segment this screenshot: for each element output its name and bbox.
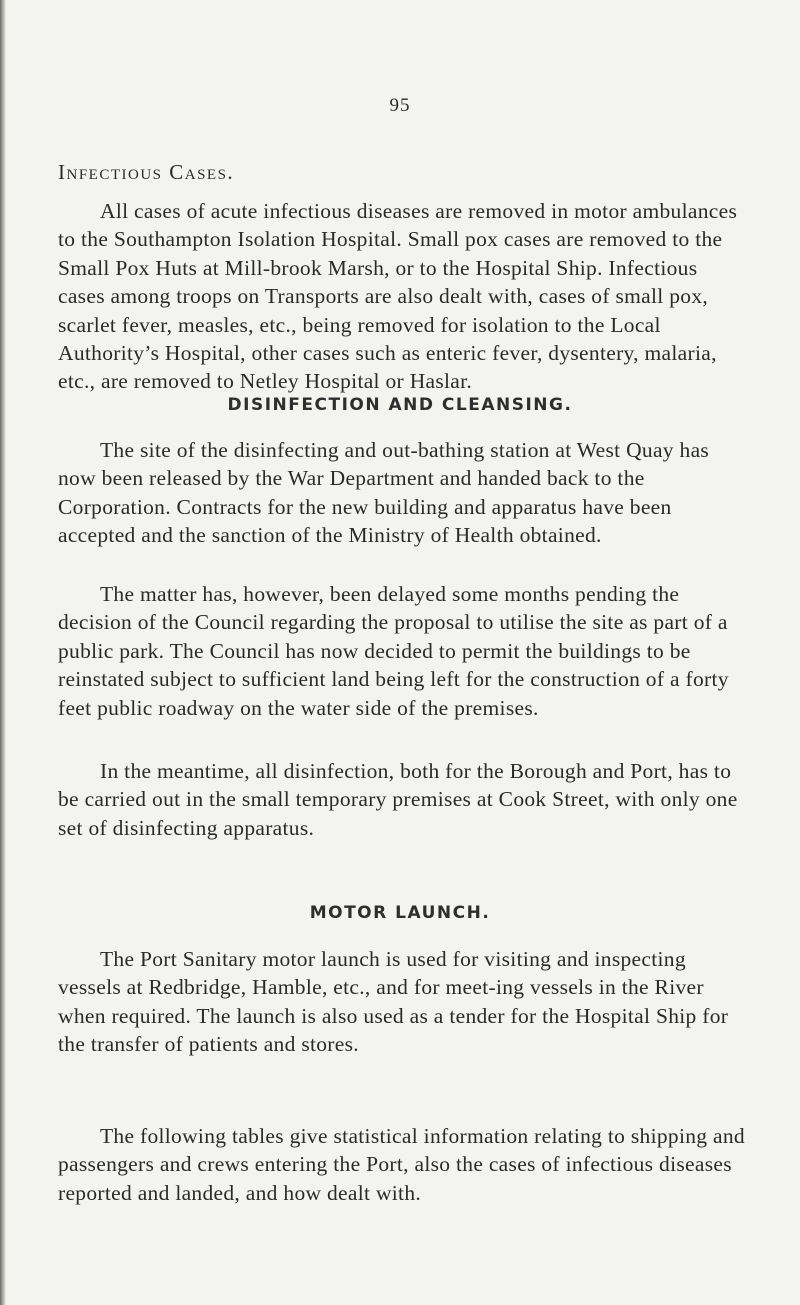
- paragraph-motor-launch: [58, 945, 748, 1059]
- paragraph-text: The following tables give statistical information relating to shipping and passengers and crews entering the Port, also the cases of infectious diseases reported and landed, and how dealt with.: [58, 1124, 745, 1205]
- paragraph-text: The Port Sanitary motor launch is used for visiting and inspecting vessels at Redbridge, Hamble, etc., and for meet-ing vessels in the River when required. The launch is also used as a tender for the Hospital Ship for the transfer of patients and stores.: [58, 947, 729, 1057]
- paragraph-disinfection-meantime: [58, 757, 748, 842]
- paragraph-statistical-tables: [58, 1122, 748, 1207]
- paragraph-disinfection-site: [58, 436, 748, 550]
- page-binding-edge: [0, 0, 6, 1305]
- paragraph-text: The site of the disinfecting and out-bathing station at West Quay has now been released by the War Department and handed back to the Corporation. Contracts for the new building and apparatus have been accepted and the sanction of the Ministry of Health obtained.: [58, 438, 710, 548]
- paragraph-text: In the meantime, all disinfection, both for the Borough and Port, has to be carried out in the small temporary premises at Cook Street, with only one set of disinfecting apparatus.: [58, 759, 738, 840]
- section-heading-infectious-cases: Infectious Cases.: [58, 160, 235, 184]
- page-number: 95: [389, 95, 411, 116]
- heading-motor-launch: MOTOR LAUNCH.: [309, 903, 491, 923]
- paragraph-text: The matter has, however, been delayed some months pending the decision of the Council regarding the proposal to utilise the site as part of a public park. The Council has now decided to permit the buildings to be reinstated subject to sufficient land being left for the construction of a forty feet public roadway on the water side of the premises.: [58, 582, 729, 720]
- paragraph-disinfection-delay: [58, 580, 748, 722]
- heading-disinfection-and-cleansing: DISINFECTION AND CLEANSING.: [227, 395, 573, 415]
- paragraph-text: All cases of acute infectious diseases are removed in motor ambulances to the Southampton Isolation Hospital. Small pox cases are removed to the Small Pox Huts at Mill-brook Marsh, or to the Hospital Ship. Infectious cases among troops on Transports are also dealt with, cases of small pox, scarlet fever, measles, etc., being removed for isolation to the Local Authority’s Hospital, other cases such as enteric fever, dysentery, malaria, etc., are removed to Netley Hospital or Haslar.: [58, 199, 738, 394]
- paragraph-infectious-cases: [58, 197, 748, 396]
